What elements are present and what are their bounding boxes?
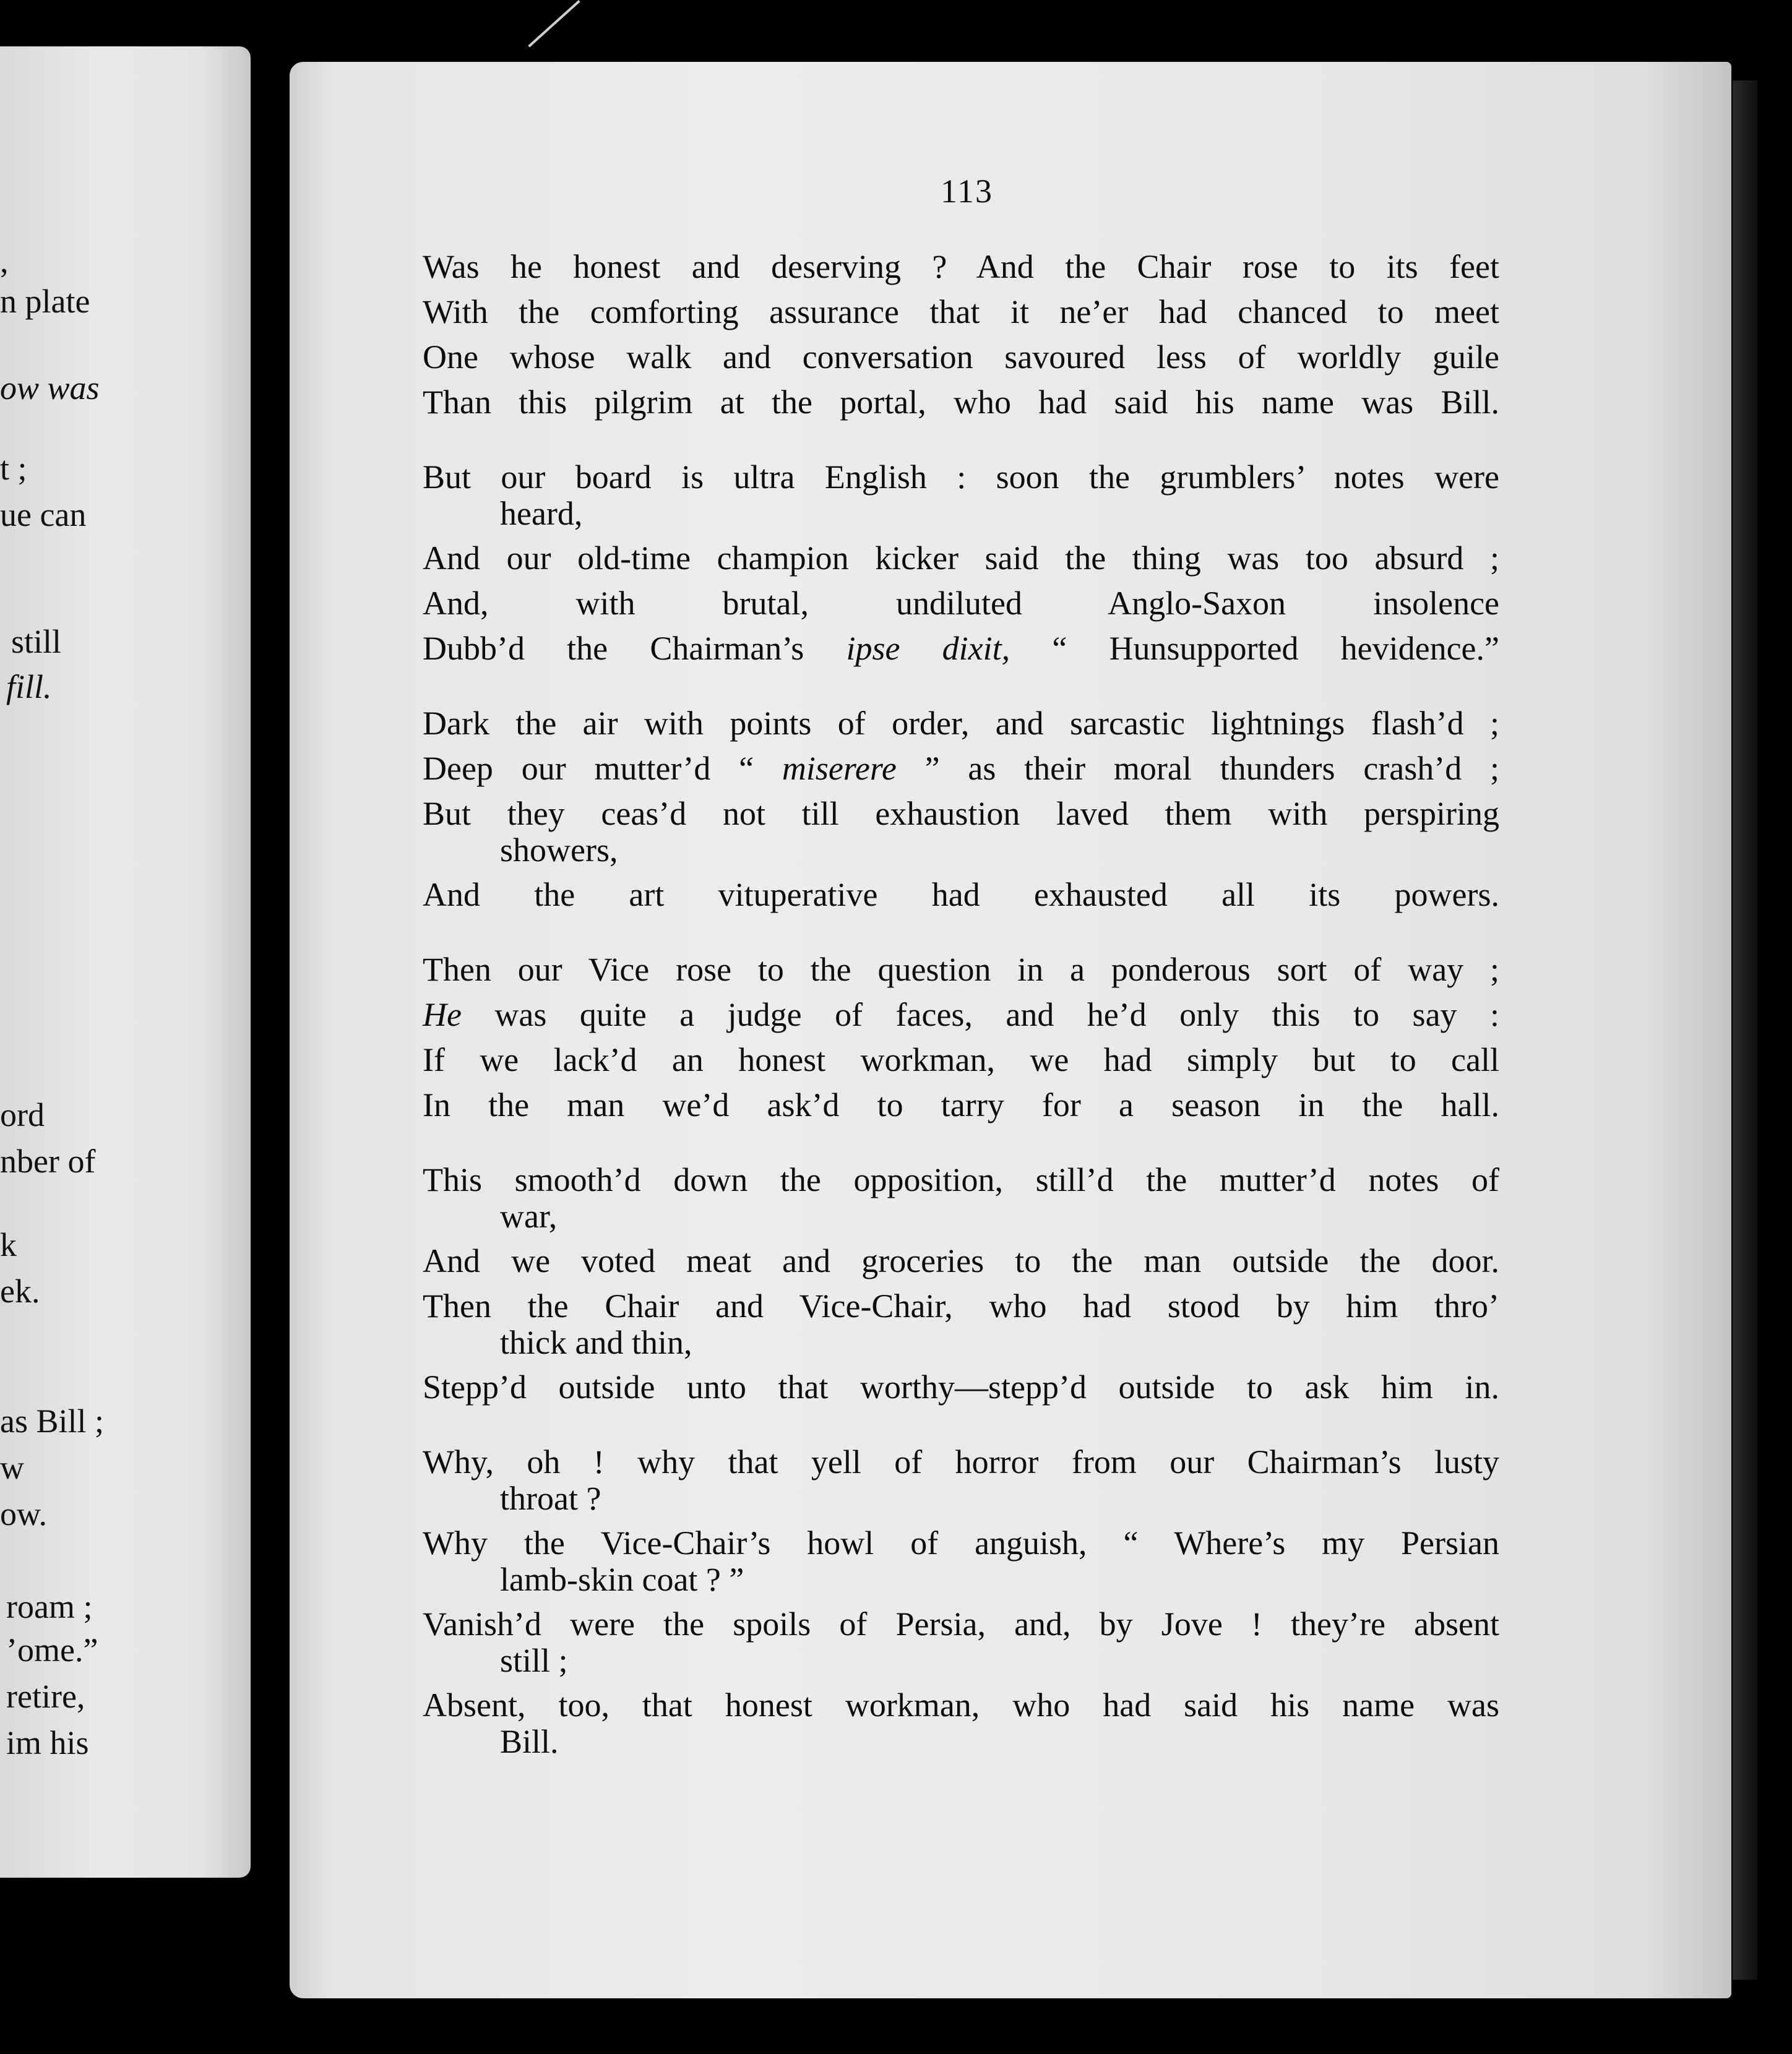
page-edge-shadow <box>1733 80 1757 1980</box>
left-facing-page <box>0 46 251 1878</box>
verse-line: In the man we’d ask’d to tarry for a season in the hall. <box>423 1086 1499 1124</box>
verse-text: Deep our mutter’d “ <box>423 750 782 787</box>
verse-line: And, with brutal, undiluted Anglo-Saxon insolence <box>423 585 1499 622</box>
left-page-fragment: as Bill ; <box>0 1403 105 1440</box>
verse-line: Vanish’d were the spoils of Persia, and, by Jove ! they’re absent <box>423 1605 1499 1643</box>
verse-line-continuation: war, <box>500 1198 558 1235</box>
verse-line: One whose walk and conversation savoured less of worldly guile <box>423 338 1499 376</box>
verse-line-continuation: still ; <box>500 1642 568 1679</box>
left-page-fragment: roam ; <box>6 1588 93 1625</box>
scan-scratch-mark <box>528 0 580 48</box>
stanza <box>423 947 1499 1128</box>
left-page-fragment: ek. <box>0 1273 40 1310</box>
verse-line: And the art vituperative had exhausted all its powers. <box>423 876 1499 913</box>
left-page-fragment: n plate <box>0 283 90 320</box>
verse-line-continuation: heard, <box>500 495 583 532</box>
verse-line: But they ceas’d not till exhaustion laved them with perspiring <box>423 795 1499 832</box>
verse-text: was quite a judge of faces, and he’d only this to say : <box>461 996 1499 1033</box>
verse-line: Was he honest and deserving ? And the Chair rose to its feet <box>423 248 1499 285</box>
verse-text: Dubb’d the Chairman’s <box>423 630 846 667</box>
verse-line-continuation: throat ? <box>500 1480 601 1517</box>
left-page-fragment: fill. <box>6 668 52 705</box>
verse-line: Then our Vice rose to the question in a ponderous sort of way ; <box>423 951 1499 988</box>
page-number: 113 <box>941 173 993 210</box>
left-page-fragment: ord <box>0 1096 45 1133</box>
verse-line-continuation: Bill. <box>500 1723 559 1760</box>
verse-line: Than this pilgrim at the portal, who had said his name was Bill. <box>423 384 1499 421</box>
left-page-fragment: still <box>11 623 62 660</box>
verse-line: Stepp’d outside unto that worthy—stepp’d outside to ask him in. <box>423 1369 1499 1406</box>
left-page-fragment: retire, <box>6 1678 85 1715</box>
left-page-fragment: t ; <box>0 450 27 487</box>
italic-phrase: ipse dixit, <box>846 630 1010 667</box>
verse-line: Dark the air with points of order, and sarcastic lightnings flash’d ; <box>423 705 1499 742</box>
verse-line: With the comforting assurance that it ne’er had chanced to meet <box>423 293 1499 330</box>
verse-line-continuation: thick and thin, <box>500 1324 692 1361</box>
stanza <box>423 1158 1499 1410</box>
verse-line-continuation: showers, <box>500 831 618 869</box>
verse-line: And our old-time champion kicker said the thing was too absurd ; <box>423 539 1499 577</box>
left-page-fragment: im his <box>6 1724 89 1761</box>
left-page-fragment: ow was <box>0 369 100 406</box>
verse-line <box>423 626 1499 671</box>
stanza <box>423 244 1499 425</box>
stanza <box>423 1440 1499 1760</box>
verse-text: “ Hunsupported hevidence.” <box>1010 630 1499 667</box>
left-page-fragment: , <box>0 243 9 280</box>
italic-phrase: He <box>423 996 462 1033</box>
left-page-fragment: k <box>0 1226 17 1263</box>
verse-line <box>423 992 1499 1038</box>
verse-line: If we lack’d an honest workman, we had simply but to call <box>423 1041 1499 1078</box>
stanza <box>423 455 1499 671</box>
verse-line: Why the Vice-Chair’s howl of anguish, “ Where’s my Persian <box>423 1524 1499 1562</box>
left-page-fragment: ow. <box>0 1495 47 1532</box>
verse-line: And we voted meat and groceries to the man outside the door. <box>423 1242 1499 1279</box>
verse-text: ” as their moral thunders crash’d ; <box>896 750 1500 787</box>
verse-line: This smooth’d down the opposition, still’d the mutter’d notes of <box>423 1161 1499 1198</box>
verse-line: Why, oh ! why that yell of horror from our Chairman’s lusty <box>423 1443 1499 1480</box>
left-page-fragment: ue can <box>0 496 87 533</box>
left-page-fragment: w <box>0 1449 24 1486</box>
left-page-fragment: nber of <box>0 1143 96 1180</box>
stanza <box>423 701 1499 917</box>
verse-line <box>423 746 1499 791</box>
book-gutter <box>251 0 294 2054</box>
verse-line: Then the Chair and Vice-Chair, who had stood by him thro’ <box>423 1287 1499 1325</box>
verse-line-continuation: lamb-skin coat ? ” <box>500 1561 744 1598</box>
verse-line: Absent, too, that honest workman, who had said his name was <box>423 1687 1499 1724</box>
poem-body <box>423 244 1499 1790</box>
italic-phrase: miserere <box>782 750 897 787</box>
left-page-fragment: ’ome.” <box>6 1631 98 1669</box>
verse-line: But our board is ultra English : soon the grumblers’ notes were <box>423 458 1499 496</box>
